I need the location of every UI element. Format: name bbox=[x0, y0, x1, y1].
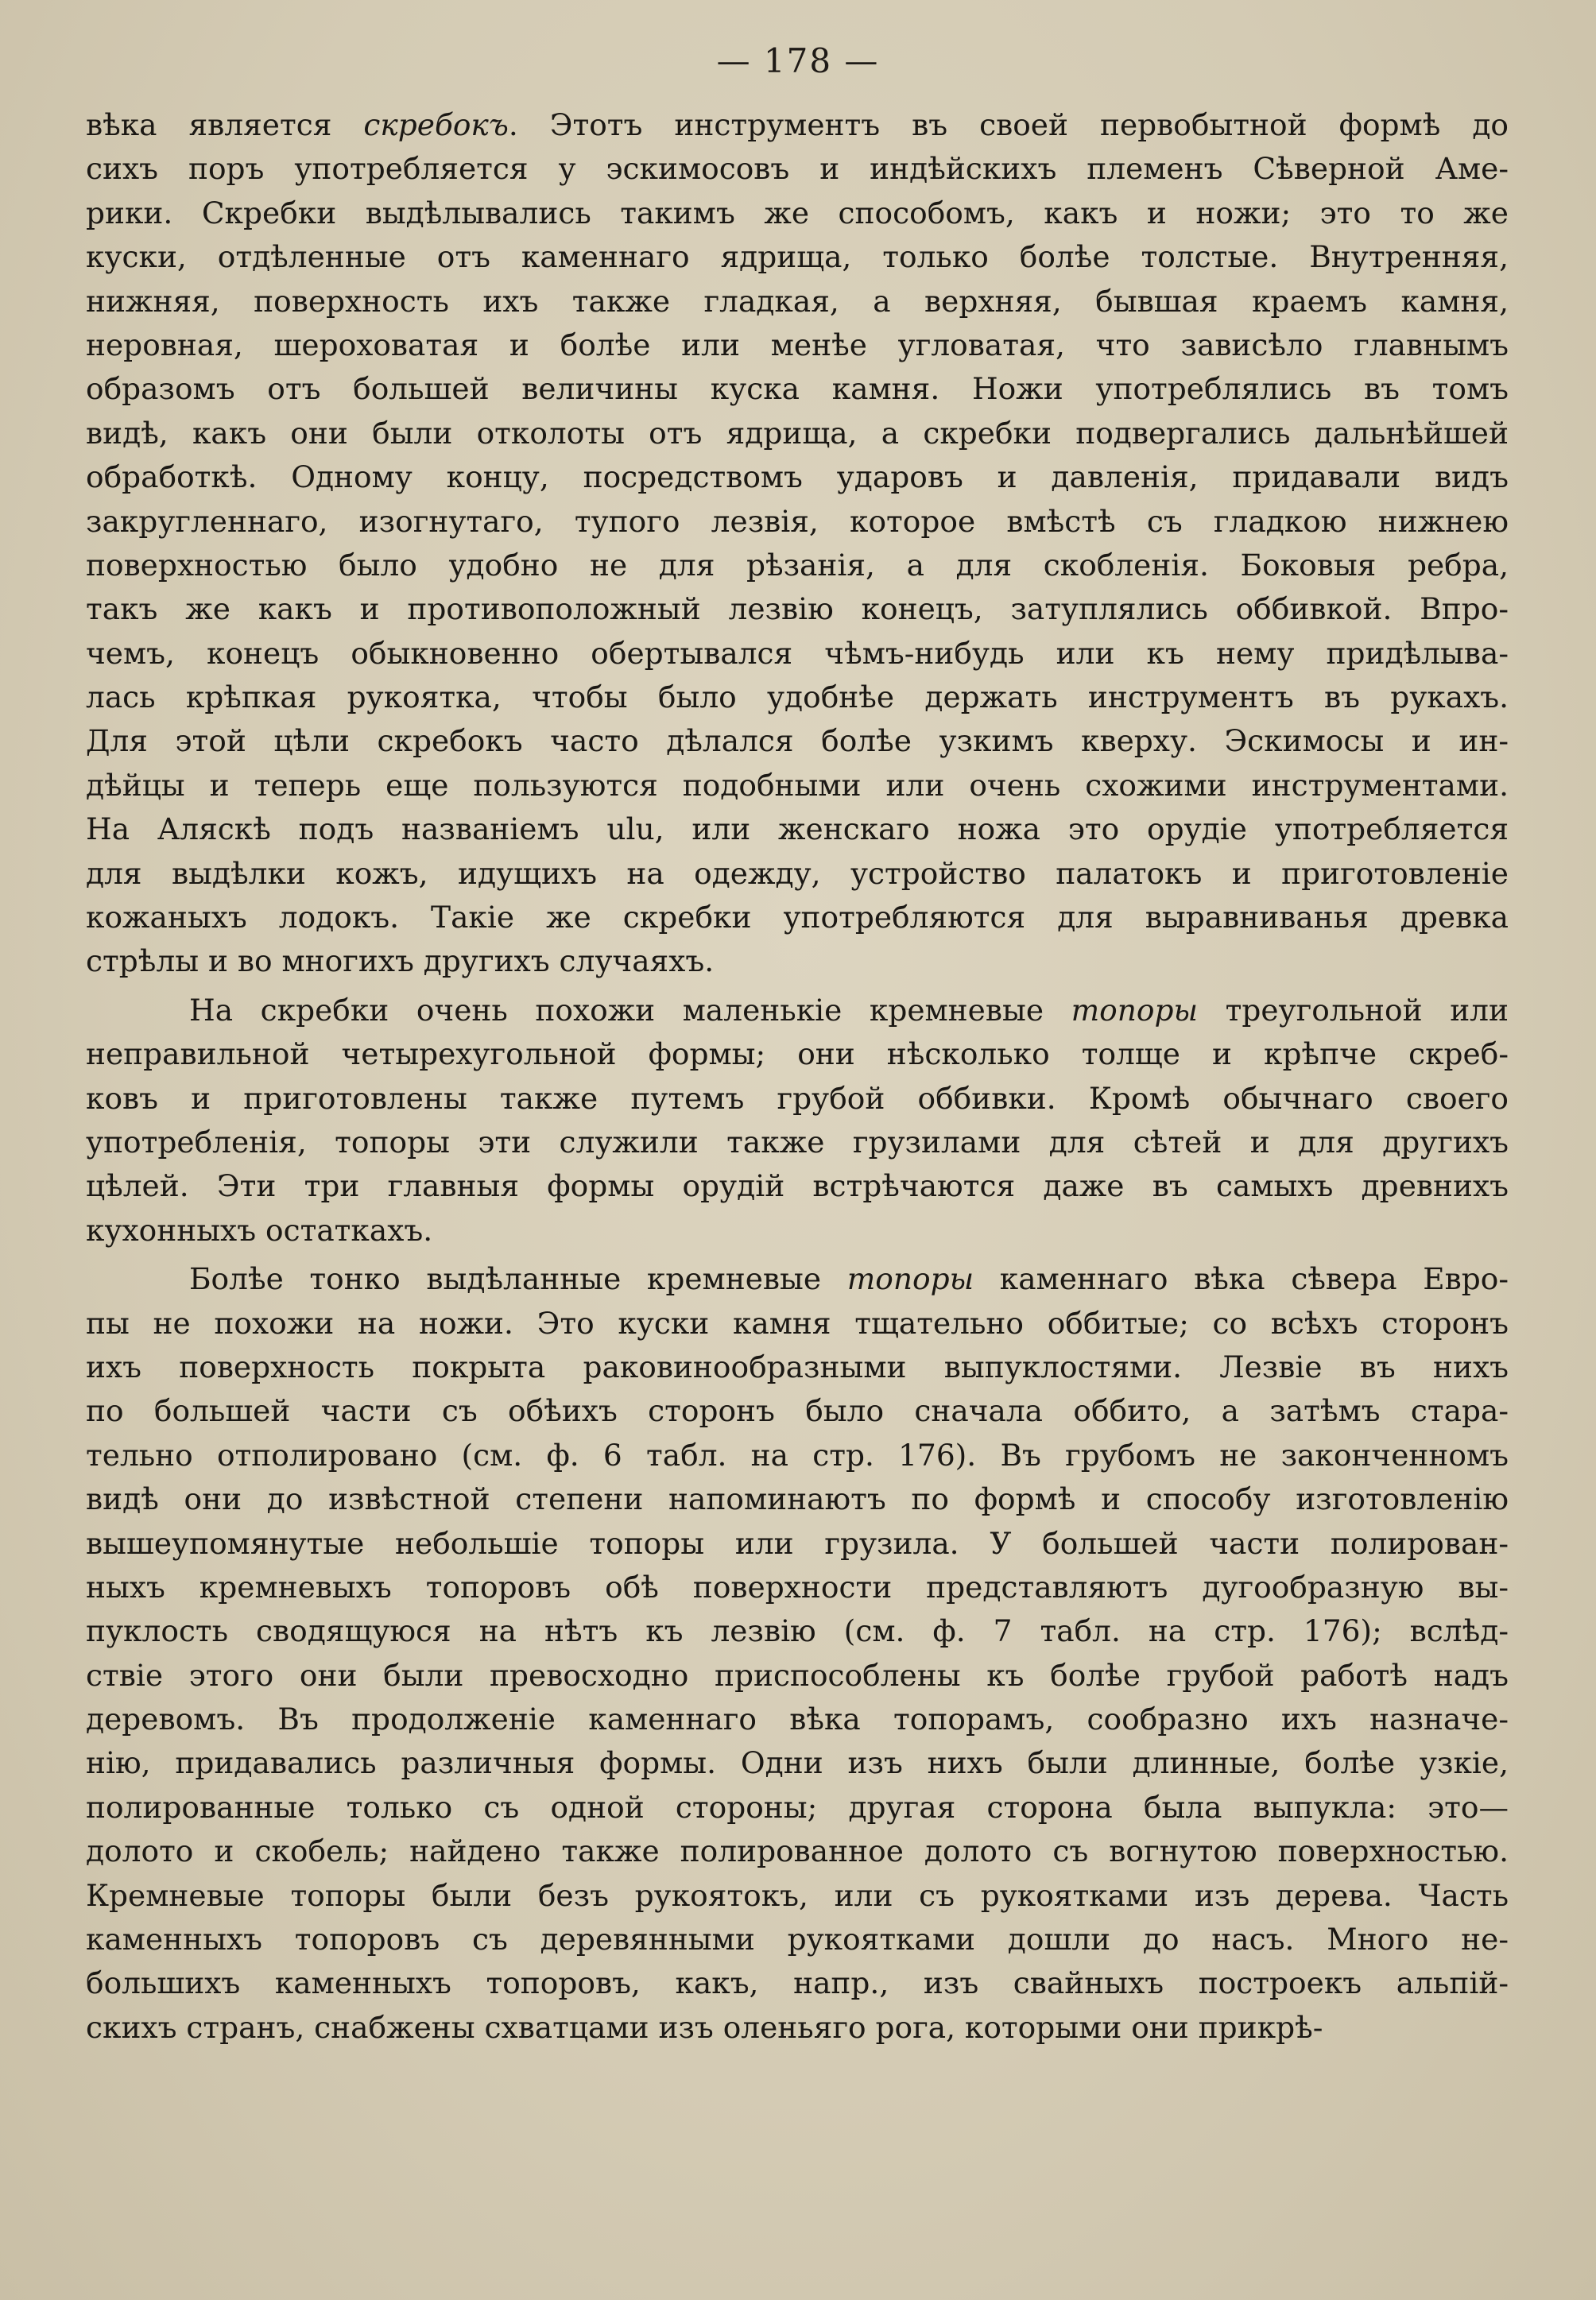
text-segment: нію, придавались различныя формы. Одни изъ нихъ были длинные, болѣе узкіе, bbox=[86, 1745, 1509, 1781]
text-segment: большихъ каменныхъ топоровъ, какъ, напр., изъ свайныхъ построекъ альпій- bbox=[86, 1965, 1509, 2001]
page-number: — 178 — bbox=[716, 41, 880, 80]
text-line bbox=[86, 852, 1509, 896]
text-segment: полированные только съ одной стороны; другая сторона была выпукла: это— bbox=[86, 1789, 1509, 1825]
text-line bbox=[86, 1389, 1509, 1433]
text-segment: пы не похожи на ножи. Это куски камня тщательно оббитые; со всѣхъ сторонъ bbox=[86, 1305, 1509, 1341]
text-line bbox=[86, 587, 1509, 631]
text-segment: ихъ поверхность покрыта раковинообразными выпуклостями. Лезвіе въ нихъ bbox=[86, 1349, 1509, 1384]
text-segment: каменнаго вѣка сѣвера Евро- bbox=[974, 1261, 1509, 1297]
text-segment: лась крѣпкая рукоятка, чтобы было удобнѣе держать инструментъ въ рукахъ. bbox=[86, 680, 1509, 715]
text-segment: кожаныхъ лодокъ. Такіе же скребки употребляются для выравниванья древка bbox=[86, 900, 1509, 935]
text-segment: На скребки очень похожи маленькіе кремневые bbox=[189, 992, 1071, 1028]
text-line bbox=[86, 764, 1509, 807]
text-line bbox=[86, 1609, 1509, 1653]
text-line bbox=[86, 1918, 1509, 1961]
italic-term: скребокъ bbox=[363, 107, 509, 142]
text-segment: рики. Скребки выдѣлывались такимъ же способомъ, какъ и ножи; это то же bbox=[86, 195, 1509, 230]
text-segment: такъ же какъ и противоположный лезвію конецъ, затуплялись оббивкой. Впро- bbox=[86, 591, 1509, 627]
text-line bbox=[86, 1477, 1509, 1521]
text-line bbox=[86, 147, 1509, 191]
text-segment: пуклость сводящуюся на нѣтъ къ лезвію (см. ф. 7 табл. на стр. 176); вслѣд- bbox=[86, 1613, 1509, 1649]
text-segment: нижняя, поверхность ихъ также гладкая, а верхняя, бывшая краемъ камня, bbox=[86, 283, 1509, 319]
text-segment: видѣ они до извѣстной степени напоминаютъ по формѣ и способу изготовленію bbox=[86, 1481, 1509, 1517]
text-line bbox=[86, 1786, 1509, 1830]
text-line bbox=[86, 1164, 1509, 1208]
text-segment: каменныхъ топоровъ съ деревянными рукоятками дошли до насъ. Много не- bbox=[86, 1922, 1509, 1957]
text-line bbox=[86, 1257, 1509, 1301]
text-line bbox=[86, 1077, 1509, 1121]
text-line bbox=[86, 235, 1509, 279]
body-text bbox=[86, 103, 1509, 2050]
text-line bbox=[86, 367, 1509, 411]
text-line bbox=[86, 1830, 1509, 1873]
text-segment: треугольной или bbox=[1198, 992, 1509, 1028]
text-line bbox=[86, 1654, 1509, 1698]
italic-term: топоры bbox=[846, 1261, 974, 1297]
text-segment: кухонныхъ остаткахъ. bbox=[86, 1212, 433, 1248]
text-line bbox=[86, 676, 1509, 719]
text-segment: цѣлей. Эти три главныя формы орудій встрѣчаются даже въ самыхъ древнихъ bbox=[86, 1168, 1509, 1204]
text-line bbox=[86, 1209, 1509, 1253]
text-segment: куски, отдѣленные отъ каменнаго ядрища, только болѣе толстые. Внутренняя, bbox=[86, 239, 1509, 275]
text-segment: употребленія, топоры эти служили также грузилами для сѣтей и для другихъ bbox=[86, 1124, 1509, 1160]
text-line bbox=[86, 939, 1509, 983]
text-segment: деревомъ. Въ продолженіе каменнаго вѣка топорамъ, сообразно ихъ назначе- bbox=[86, 1702, 1509, 1737]
text-line bbox=[86, 323, 1509, 367]
text-segment: вышеупомянутые небольшіе топоры или грузила. У большей части полирован- bbox=[86, 1525, 1509, 1561]
text-line bbox=[86, 1032, 1509, 1076]
text-line bbox=[86, 1874, 1509, 1918]
text-segment: видѣ, какъ они были отколоты отъ ядрища, а скребки подвергались дальнѣйшей bbox=[86, 415, 1509, 451]
text-segment: неровная, шероховатая и болѣе или менѣе угловатая, что зависѣло главнымъ bbox=[86, 327, 1509, 362]
text-line bbox=[86, 103, 1509, 147]
text-line bbox=[86, 412, 1509, 455]
text-line bbox=[86, 1522, 1509, 1566]
text-line bbox=[86, 632, 1509, 676]
text-segment: поверхностью было удобно не для рѣзанія, а для скобленія. Боковыя ребра, bbox=[86, 547, 1509, 583]
text-segment: обработкѣ. Одному концу, посредствомъ ударовъ и давленія, придавали видъ bbox=[86, 459, 1509, 495]
text-line bbox=[86, 896, 1509, 939]
text-segment: вѣка является bbox=[86, 107, 364, 142]
text-segment: стрѣлы и во многихъ другихъ случаяхъ. bbox=[86, 943, 715, 979]
text-line bbox=[86, 989, 1509, 1032]
text-line bbox=[86, 1346, 1509, 1389]
text-segment: Болѣе тонко выдѣланные кремневые bbox=[189, 1261, 847, 1297]
text-line bbox=[86, 192, 1509, 235]
text-line bbox=[86, 1566, 1509, 1609]
text-segment: чемъ, конецъ обыкновенно обертывался чѣмъ-нибудь или къ нему придѣлыва- bbox=[86, 635, 1509, 671]
text-segment: тельно отполировано (см. ф. 6 табл. на стр. 176). Въ грубомъ не законченномъ bbox=[86, 1437, 1509, 1473]
text-line bbox=[86, 2006, 1509, 2050]
italic-term: топоры bbox=[1071, 992, 1199, 1028]
text-line bbox=[86, 807, 1509, 851]
text-segment: образомъ отъ большей величины куска камня. Ножи употреблялись въ томъ bbox=[86, 371, 1509, 407]
text-segment: долото и скобель; найдено также полированное долото съ вогнутою поверхностью. bbox=[86, 1833, 1509, 1869]
text-segment: Для этой цѣли скребокъ часто дѣлался болѣе узкимъ кверху. Эскимосы и ин- bbox=[86, 723, 1509, 759]
text-line bbox=[86, 719, 1509, 763]
text-line bbox=[86, 1121, 1509, 1164]
text-line bbox=[86, 1741, 1509, 1785]
text-segment: по большей части съ обѣихъ сторонъ было сначала оббито, а затѣмъ стара- bbox=[86, 1393, 1509, 1429]
text-line bbox=[86, 1434, 1509, 1477]
text-segment: Кремневые топоры были безъ рукоятокъ, или съ рукоятками изъ дерева. Часть bbox=[86, 1877, 1509, 1913]
text-segment: сихъ поръ употребляется у эскимосовъ и индѣйскихъ племенъ Сѣверной Аме- bbox=[86, 151, 1509, 187]
text-segment: На Аляскѣ подъ названіемъ ulu, или женскаго ножа это орудіе употребляется bbox=[86, 811, 1509, 847]
text-segment: дѣйцы и теперь еще пользуются подобными или очень схожими инструментами. bbox=[86, 767, 1509, 803]
text-segment: для выдѣлки кожъ, идущихъ на одежду, устройство палатокъ и приготовленіе bbox=[86, 855, 1509, 891]
text-line bbox=[86, 500, 1509, 544]
text-line bbox=[86, 1698, 1509, 1741]
text-segment: ныхъ кремневыхъ топоровъ обѣ поверхности представляютъ дугообразную вы- bbox=[86, 1569, 1509, 1605]
text-line bbox=[86, 280, 1509, 323]
text-segment: ствіе этого они были превосходно приспособлены къ болѣе грубой работѣ надъ bbox=[86, 1657, 1509, 1693]
text-line bbox=[86, 1961, 1509, 2005]
text-segment: . Этотъ инструментъ въ своей первобытной формѣ до bbox=[508, 107, 1509, 142]
text-line bbox=[86, 455, 1509, 499]
text-line bbox=[86, 544, 1509, 587]
text-segment: неправильной четырехугольной формы; они нѣсколько толще и крѣпче скреб- bbox=[86, 1036, 1509, 1072]
text-line bbox=[86, 1302, 1509, 1346]
text-segment: закругленнаго, изогнутаго, тупого лезвія, которое вмѣстѣ съ гладкою нижнею bbox=[86, 503, 1509, 539]
text-segment: ковъ и приготовлены также путемъ грубой оббивки. Кромѣ обычнаго своего bbox=[86, 1080, 1509, 1116]
text-segment: скихъ странъ, снабжены схватцами изъ оленьяго рога, которыми они прикрѣ- bbox=[86, 2009, 1323, 2045]
